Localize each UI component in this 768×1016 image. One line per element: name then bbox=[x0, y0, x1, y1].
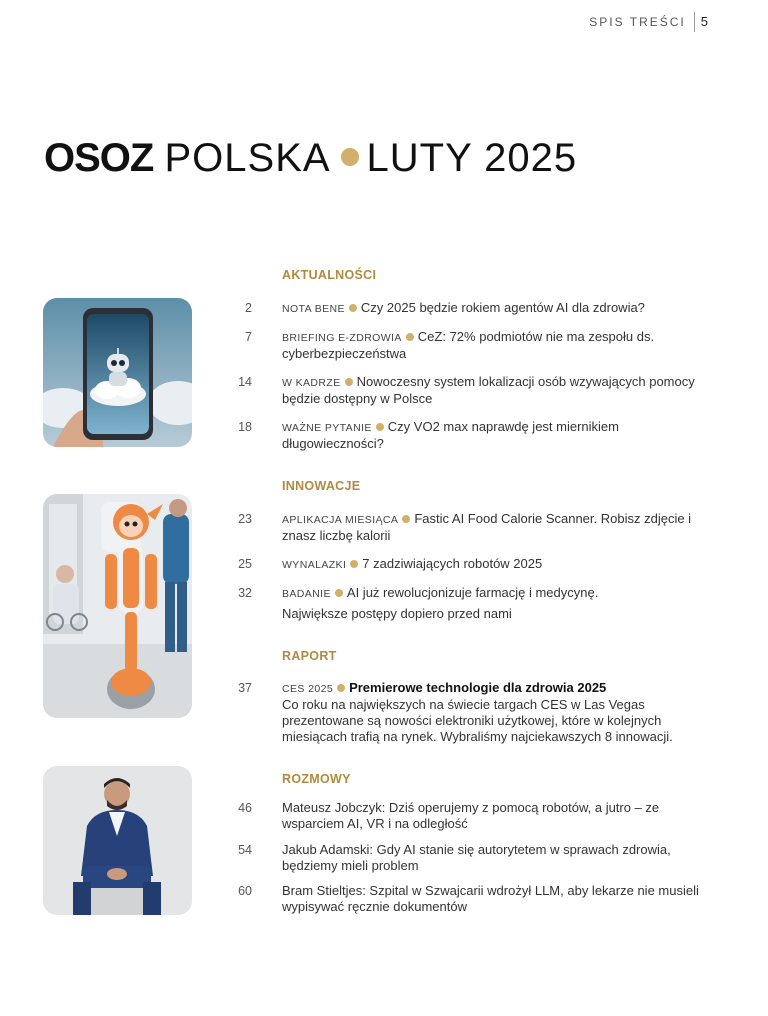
entry-title: Mateusz Jobczyk: Dziś operujemy z pomocą robotów, a jutro – ze wsparciem AI, VR i na odległość bbox=[282, 800, 660, 831]
section-title-aktualnosci: AKTUALNOŚCI bbox=[282, 268, 377, 282]
entry-category: WAŻNE PYTANIE bbox=[282, 422, 372, 434]
bullet-dot bbox=[406, 333, 414, 341]
entry-page: 32 bbox=[238, 586, 252, 600]
entry-headline: Premierowe technologie dla zdrowia 2025 bbox=[349, 680, 607, 695]
brand-name: OSOZ bbox=[44, 136, 154, 180]
section-title-innowacje: INNOWACJE bbox=[282, 479, 361, 493]
entry-category: CES 2025 bbox=[282, 683, 334, 695]
entry-category: APLIKACJA MIESIĄCA bbox=[282, 514, 399, 526]
bullet-dot bbox=[335, 589, 343, 597]
bullet-dot bbox=[376, 423, 384, 431]
entry-category: BRIEFING E-ZDROWIA bbox=[282, 332, 402, 344]
running-header bbox=[589, 10, 708, 34]
section-title-rozmowy: ROZMOWY bbox=[282, 772, 351, 786]
entry-page: 7 bbox=[245, 330, 252, 344]
section-label: SPIS TREŚCI bbox=[589, 12, 694, 32]
entry-lead: Co roku na największych na świecie targach CES w Las Vegas prezentowane są nowości elektroniki użytkowej, które w kolejnych miesiącach trafią na rynek. Wybraliśmy najciekawszych 8 innowacji. bbox=[282, 697, 673, 744]
separator-dot bbox=[341, 148, 359, 166]
bullet-dot bbox=[350, 560, 358, 568]
publication-name: POLSKA bbox=[164, 136, 331, 180]
phone-robot-image bbox=[43, 298, 192, 447]
entry-category: W KADRZE bbox=[282, 377, 341, 389]
entry-page: 37 bbox=[238, 681, 252, 695]
entry-category: NOTA BENE bbox=[282, 303, 345, 315]
entry-title: 7 zadziwiających robotów 2025 bbox=[362, 556, 543, 571]
entry-page: 46 bbox=[238, 801, 252, 815]
entry-title: Fastic AI Food Calorie Scanner. Robisz zdjęcie i znasz liczbę kalorii bbox=[282, 511, 692, 543]
issue-date: LUTY 2025 bbox=[366, 136, 578, 180]
entry-title: Jakub Adamski: Gdy AI stanie się autorytetem w sprawach zdrowia, będziemy mieli problem bbox=[282, 842, 671, 873]
entry-page: 14 bbox=[238, 375, 252, 389]
entry-title: Bram Stieltjes: Szpital w Szwajcarii wdrożył LLM, aby lekarze nie musieli wypisywać ręcznie dokumentów bbox=[282, 883, 699, 914]
entry-title-continued: Największe postępy dopiero przed nami bbox=[282, 606, 512, 621]
entry-title: Nowoczesny system lokalizacji osób wzywających pomocy będzie dostępny w Polsce bbox=[282, 374, 695, 406]
section-title-raport: RAPORT bbox=[282, 649, 337, 663]
bullet-dot bbox=[349, 304, 357, 312]
entry-page: 54 bbox=[238, 843, 252, 857]
bullet-dot bbox=[402, 515, 410, 523]
bullet-dot bbox=[345, 378, 353, 386]
entry-title: Czy 2025 będzie rokiem agentów AI dla zdrowia? bbox=[360, 300, 645, 315]
masthead bbox=[44, 134, 577, 182]
entry-page: 2 bbox=[245, 301, 252, 315]
entry-page: 25 bbox=[238, 557, 252, 571]
entry-category: WYNALAZKI bbox=[282, 559, 347, 571]
entry-title: AI już rewolucjonizuje farmację i medycynę. bbox=[346, 585, 599, 600]
entry-page: 18 bbox=[238, 420, 252, 434]
entry-category: BADANIE bbox=[282, 588, 331, 600]
page-number: 5 bbox=[700, 14, 708, 29]
entry-title: CeZ: 72% podmiotów nie ma zespołu ds. cyberbezpieczeństwa bbox=[282, 329, 655, 361]
entry-title: Czy VO2 max naprawdę jest miernikiem długowieczności? bbox=[282, 419, 619, 451]
bullet-dot bbox=[337, 684, 345, 692]
entry-page: 23 bbox=[238, 512, 252, 526]
portrait-image bbox=[43, 766, 192, 915]
entry-page: 60 bbox=[238, 884, 252, 898]
hospital-robot-image bbox=[43, 494, 192, 718]
